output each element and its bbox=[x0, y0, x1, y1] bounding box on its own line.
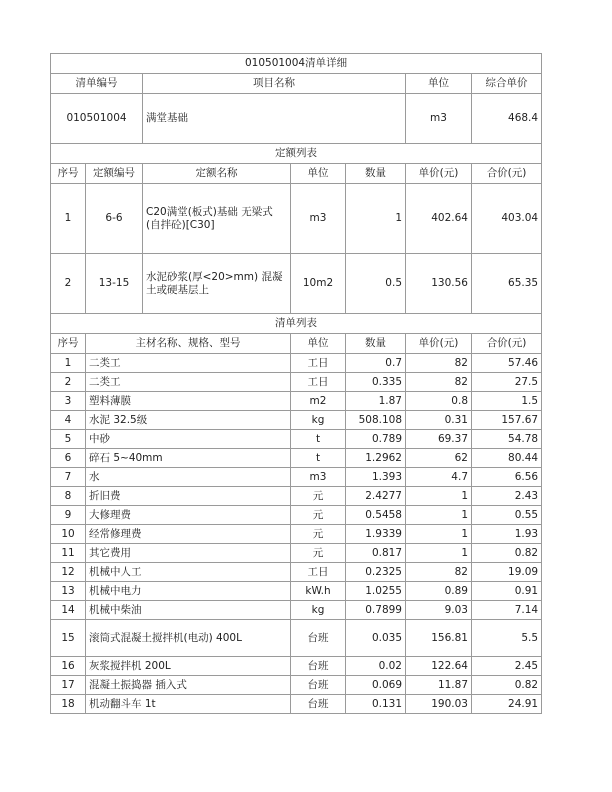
list-price-header: 综合单价 bbox=[472, 74, 542, 94]
material-unit-price-header: 单价(元) bbox=[406, 334, 472, 354]
material-unit: 台班 bbox=[291, 695, 346, 714]
material-unit-price: 82 bbox=[406, 563, 472, 582]
material-name: 水 bbox=[86, 468, 291, 487]
quota-row bbox=[51, 184, 542, 254]
material-unit-price: 82 bbox=[406, 373, 472, 392]
material-unit-price: 0.8 bbox=[406, 392, 472, 411]
material-name: 碎石 5~40mm bbox=[86, 449, 291, 468]
table-title: 010501004清单详细 bbox=[51, 54, 542, 74]
material-unit: 工日 bbox=[291, 373, 346, 392]
material-unit: 元 bbox=[291, 506, 346, 525]
material-row bbox=[51, 695, 542, 714]
material-name: 二类工 bbox=[86, 373, 291, 392]
material-row bbox=[51, 506, 542, 525]
material-name: 塑料薄膜 bbox=[86, 392, 291, 411]
quota-qty: 1 bbox=[346, 184, 406, 254]
material-unit: 元 bbox=[291, 544, 346, 563]
material-seq: 16 bbox=[51, 657, 86, 676]
material-row bbox=[51, 601, 542, 620]
list-price-value: 468.4 bbox=[472, 94, 542, 144]
material-qty: 0.02 bbox=[346, 657, 406, 676]
material-seq: 5 bbox=[51, 430, 86, 449]
quota-name-header: 定额名称 bbox=[143, 164, 291, 184]
material-unit-price: 9.03 bbox=[406, 601, 472, 620]
material-name: 二类工 bbox=[86, 354, 291, 373]
material-qty: 0.069 bbox=[346, 676, 406, 695]
material-qty: 1.0255 bbox=[346, 582, 406, 601]
material-total: 0.91 bbox=[472, 582, 542, 601]
quota-unit-price: 130.56 bbox=[406, 254, 472, 314]
quota-seq: 1 bbox=[51, 184, 86, 254]
material-unit: 工日 bbox=[291, 354, 346, 373]
quota-seq-header: 序号 bbox=[51, 164, 86, 184]
quota-total: 403.04 bbox=[472, 184, 542, 254]
quota-unit-header: 单位 bbox=[291, 164, 346, 184]
material-unit-price: 69.37 bbox=[406, 430, 472, 449]
list-code-header: 清单编号 bbox=[51, 74, 143, 94]
quota-total: 65.35 bbox=[472, 254, 542, 314]
material-row bbox=[51, 525, 542, 544]
material-total: 24.91 bbox=[472, 695, 542, 714]
material-qty: 508.108 bbox=[346, 411, 406, 430]
quota-unit: 10m2 bbox=[291, 254, 346, 314]
material-row bbox=[51, 392, 542, 411]
material-total: 0.82 bbox=[472, 544, 542, 563]
material-unit-price: 122.64 bbox=[406, 657, 472, 676]
material-seq: 7 bbox=[51, 468, 86, 487]
quota-unit-price: 402.64 bbox=[406, 184, 472, 254]
material-name: 经常修理费 bbox=[86, 525, 291, 544]
material-row bbox=[51, 657, 542, 676]
quota-unit: m3 bbox=[291, 184, 346, 254]
material-name: 其它费用 bbox=[86, 544, 291, 563]
material-unit: 元 bbox=[291, 525, 346, 544]
quota-section-title: 定额列表 bbox=[51, 144, 542, 164]
material-qty: 0.5458 bbox=[346, 506, 406, 525]
quota-code: 6-6 bbox=[86, 184, 143, 254]
material-row bbox=[51, 487, 542, 506]
material-total: 157.67 bbox=[472, 411, 542, 430]
material-qty: 0.131 bbox=[346, 695, 406, 714]
quota-code: 13-15 bbox=[86, 254, 143, 314]
list-name-header: 项目名称 bbox=[143, 74, 406, 94]
material-row bbox=[51, 373, 542, 392]
material-total-header: 合价(元) bbox=[472, 334, 542, 354]
material-unit-price: 1 bbox=[406, 525, 472, 544]
material-row bbox=[51, 544, 542, 563]
material-unit-price: 1 bbox=[406, 487, 472, 506]
material-seq: 14 bbox=[51, 601, 86, 620]
material-qty: 0.7899 bbox=[346, 601, 406, 620]
material-unit-price: 0.89 bbox=[406, 582, 472, 601]
material-unit-header: 单位 bbox=[291, 334, 346, 354]
material-total: 2.45 bbox=[472, 657, 542, 676]
material-total: 1.93 bbox=[472, 525, 542, 544]
list-name-value: 满堂基础 bbox=[143, 94, 406, 144]
quota-code-header: 定额编号 bbox=[86, 164, 143, 184]
material-seq-header: 序号 bbox=[51, 334, 86, 354]
quota-seq: 2 bbox=[51, 254, 86, 314]
material-seq: 18 bbox=[51, 695, 86, 714]
quota-name: C20满堂(板式)基础 无梁式(自拌砼)[C30] bbox=[143, 184, 291, 254]
material-unit-price: 190.03 bbox=[406, 695, 472, 714]
material-seq: 13 bbox=[51, 582, 86, 601]
list-unit-header: 单位 bbox=[406, 74, 472, 94]
material-qty: 1.2962 bbox=[346, 449, 406, 468]
material-unit: 台班 bbox=[291, 676, 346, 695]
material-name: 大修理费 bbox=[86, 506, 291, 525]
material-total: 19.09 bbox=[472, 563, 542, 582]
material-seq: 17 bbox=[51, 676, 86, 695]
material-name-header: 主材名称、规格、型号 bbox=[86, 334, 291, 354]
material-qty: 0.817 bbox=[346, 544, 406, 563]
material-seq: 4 bbox=[51, 411, 86, 430]
material-row bbox=[51, 620, 542, 657]
quota-qty-header: 数量 bbox=[346, 164, 406, 184]
material-unit: 台班 bbox=[291, 657, 346, 676]
material-total: 7.14 bbox=[472, 601, 542, 620]
material-unit: kg bbox=[291, 601, 346, 620]
material-unit-price: 82 bbox=[406, 354, 472, 373]
material-total: 27.5 bbox=[472, 373, 542, 392]
bill-detail-table bbox=[50, 53, 542, 714]
material-qty: 0.789 bbox=[346, 430, 406, 449]
material-name: 机动翻斗车 1t bbox=[86, 695, 291, 714]
material-row bbox=[51, 354, 542, 373]
material-qty: 1.87 bbox=[346, 392, 406, 411]
quota-row bbox=[51, 254, 542, 314]
material-qty: 0.035 bbox=[346, 620, 406, 657]
material-row bbox=[51, 676, 542, 695]
material-unit-price: 62 bbox=[406, 449, 472, 468]
material-seq: 3 bbox=[51, 392, 86, 411]
material-name: 折旧费 bbox=[86, 487, 291, 506]
material-qty: 0.7 bbox=[346, 354, 406, 373]
material-unit-price: 1 bbox=[406, 506, 472, 525]
material-qty: 1.393 bbox=[346, 468, 406, 487]
material-row bbox=[51, 449, 542, 468]
material-unit: 元 bbox=[291, 487, 346, 506]
material-section-title: 清单列表 bbox=[51, 314, 542, 334]
material-total: 57.46 bbox=[472, 354, 542, 373]
material-seq: 11 bbox=[51, 544, 86, 563]
material-unit: 工日 bbox=[291, 563, 346, 582]
material-total: 6.56 bbox=[472, 468, 542, 487]
material-unit: kW.h bbox=[291, 582, 346, 601]
material-unit: m3 bbox=[291, 468, 346, 487]
material-seq: 9 bbox=[51, 506, 86, 525]
material-name: 机械中柴油 bbox=[86, 601, 291, 620]
material-total: 1.5 bbox=[472, 392, 542, 411]
material-seq: 12 bbox=[51, 563, 86, 582]
material-qty: 2.4277 bbox=[346, 487, 406, 506]
material-name: 灰浆搅拌机 200L bbox=[86, 657, 291, 676]
material-total: 5.5 bbox=[472, 620, 542, 657]
material-seq: 15 bbox=[51, 620, 86, 657]
material-unit-price: 0.31 bbox=[406, 411, 472, 430]
material-seq: 10 bbox=[51, 525, 86, 544]
quota-unit-price-header: 单价(元) bbox=[406, 164, 472, 184]
quota-name: 水泥砂浆(厚<20>mm) 混凝土或硬基层上 bbox=[143, 254, 291, 314]
material-row bbox=[51, 468, 542, 487]
material-unit: m2 bbox=[291, 392, 346, 411]
material-qty: 0.2325 bbox=[346, 563, 406, 582]
quota-total-header: 合价(元) bbox=[472, 164, 542, 184]
list-code-value: 010501004 bbox=[51, 94, 143, 144]
material-unit: 台班 bbox=[291, 620, 346, 657]
material-name: 机械中电力 bbox=[86, 582, 291, 601]
material-qty-header: 数量 bbox=[346, 334, 406, 354]
material-unit-price: 156.81 bbox=[406, 620, 472, 657]
material-unit: t bbox=[291, 449, 346, 468]
material-name: 机械中人工 bbox=[86, 563, 291, 582]
material-name: 滚筒式混凝土搅拌机(电动) 400L bbox=[86, 620, 291, 657]
material-unit: kg bbox=[291, 411, 346, 430]
material-total: 0.82 bbox=[472, 676, 542, 695]
material-row bbox=[51, 563, 542, 582]
material-unit-price: 4.7 bbox=[406, 468, 472, 487]
material-name: 中砂 bbox=[86, 430, 291, 449]
material-total: 2.43 bbox=[472, 487, 542, 506]
material-unit-price: 11.87 bbox=[406, 676, 472, 695]
material-total: 54.78 bbox=[472, 430, 542, 449]
quota-qty: 0.5 bbox=[346, 254, 406, 314]
material-row bbox=[51, 582, 542, 601]
material-total: 0.55 bbox=[472, 506, 542, 525]
material-seq: 8 bbox=[51, 487, 86, 506]
material-total: 80.44 bbox=[472, 449, 542, 468]
list-unit-value: m3 bbox=[406, 94, 472, 144]
material-seq: 2 bbox=[51, 373, 86, 392]
material-name: 水泥 32.5级 bbox=[86, 411, 291, 430]
material-name: 混凝土振捣器 插入式 bbox=[86, 676, 291, 695]
material-unit-price: 1 bbox=[406, 544, 472, 563]
material-qty: 1.9339 bbox=[346, 525, 406, 544]
material-qty: 0.335 bbox=[346, 373, 406, 392]
material-row bbox=[51, 430, 542, 449]
material-seq: 1 bbox=[51, 354, 86, 373]
material-row bbox=[51, 411, 542, 430]
material-unit: t bbox=[291, 430, 346, 449]
material-seq: 6 bbox=[51, 449, 86, 468]
